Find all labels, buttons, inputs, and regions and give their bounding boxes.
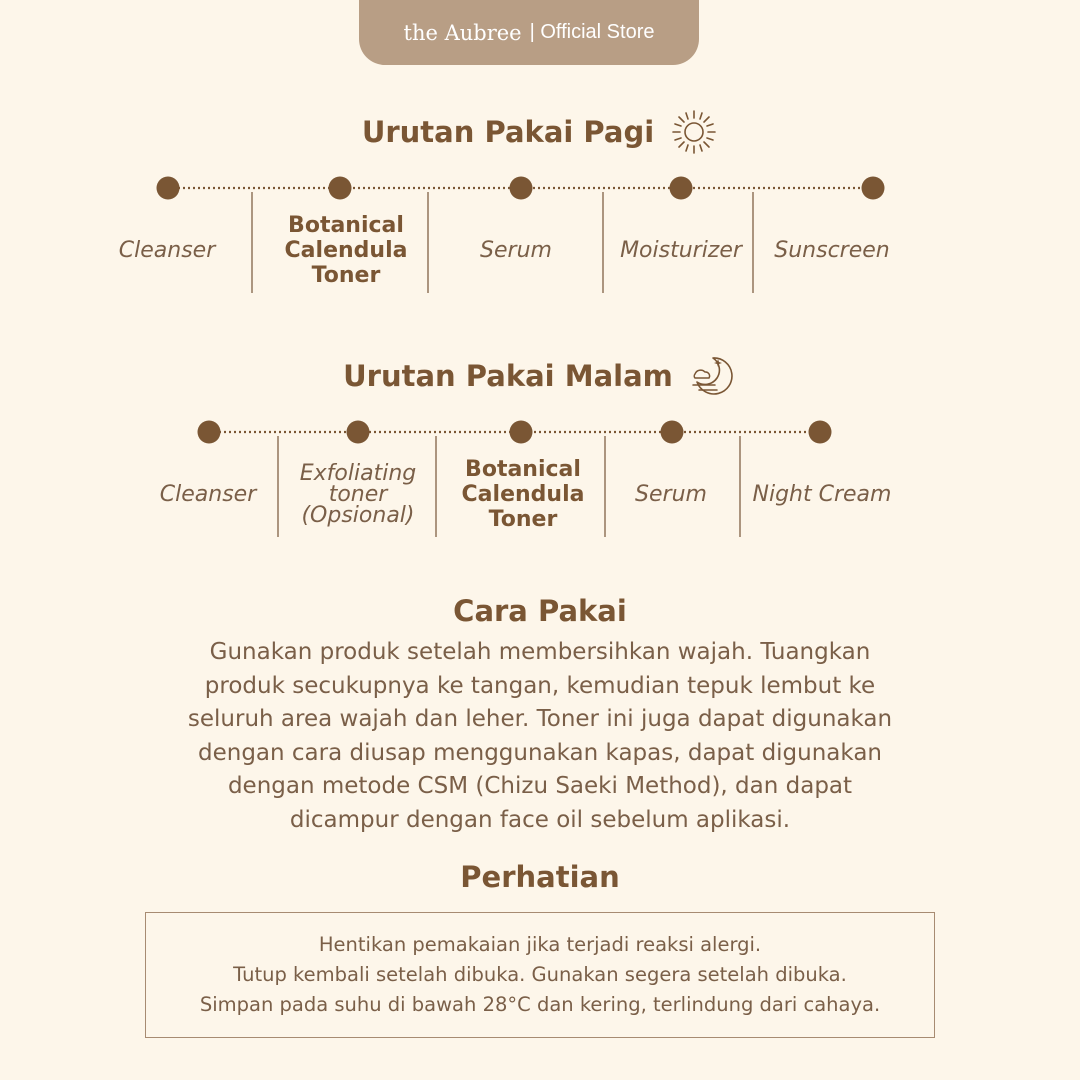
- brand-logo-text: the Aubree: [403, 20, 522, 45]
- night-step-label-line: Botanical: [465, 456, 581, 482]
- usage-title-row: [0, 594, 1080, 628]
- usage-line: seluruh area wajah dan leher. Toner ini juga dapat digunakan: [187, 706, 893, 732]
- usage-paragraph: [140, 636, 940, 837]
- sun-icon: [670, 108, 718, 156]
- night-step-label-2: [299, 460, 417, 528]
- night-step-label-3: [462, 457, 585, 532]
- caution-title-row: [0, 860, 1080, 894]
- morning-title: Urutan Pakai Pagi: [361, 115, 655, 149]
- store-header-tab: [359, 0, 699, 65]
- night-step-dot-4: [661, 421, 684, 444]
- morning-step-label-4: [620, 237, 742, 263]
- usage-line: dengan metode CSM (Chizu Saeki Method), dan dapat: [227, 773, 853, 799]
- night-step-dot-2: [347, 421, 370, 444]
- usage-line: produk secukupnya ke tangan, kemudian tepuk lembut ke: [204, 672, 876, 699]
- morning-step-dot-1: [157, 177, 180, 200]
- night-step-dot-5: [809, 421, 832, 444]
- morning-step-dot-3: [510, 177, 533, 200]
- night-step-label-line: Serum: [635, 481, 707, 507]
- night-step-label-1: [159, 481, 257, 507]
- caution-line: Tutup kembali setelah dibuka. Gunakan segera setelah dibuka.: [233, 963, 847, 986]
- morning-step-label-3: [480, 237, 552, 263]
- morning-step-label-line: Moisturizer: [620, 237, 742, 263]
- official-store-label: | Official Store: [529, 21, 655, 43]
- night-step-label-line: Exfoliating: [299, 460, 417, 486]
- morning-step-dot-4: [670, 177, 693, 200]
- morning-step-label-1: [118, 237, 216, 263]
- night-step-label-line: (Opsional): [301, 502, 415, 528]
- morning-step-label-2: [285, 213, 408, 288]
- morning-step-label-line: Cleanser: [118, 237, 216, 263]
- night-step-label-4: [635, 481, 707, 507]
- night-step-label-line: Toner: [488, 506, 558, 532]
- morning-title-row: [0, 108, 1080, 156]
- usage-line: Gunakan produk setelah membersihkan wajah. Tuangkan: [209, 639, 871, 665]
- usage-line: dicampur dengan face oil sebelum aplikasi.: [289, 806, 791, 833]
- night-step-dot-3: [510, 421, 533, 444]
- morning-step-label-5: [774, 237, 890, 263]
- moon-cloud-icon: [689, 352, 737, 400]
- night-step-label-line: Calendula: [461, 481, 585, 507]
- morning-step-label-line: Sunscreen: [774, 237, 890, 263]
- caution-line: Simpan pada suhu di bawah 28°C dan kering, terlindung dari cahaya.: [199, 993, 881, 1016]
- morning-step-label-line: Serum: [480, 237, 552, 263]
- usage-title: Cara Pakai: [453, 594, 627, 628]
- night-step-dot-1: [198, 421, 221, 444]
- night-step-label-line: toner: [328, 481, 388, 507]
- night-step-label-5: [752, 481, 892, 507]
- morning-step-dot-5: [862, 177, 885, 200]
- night-title-row: [0, 352, 1080, 400]
- caution-box: [145, 912, 935, 1038]
- night-step-label-line: Night Cream: [752, 481, 892, 507]
- caution-line: Hentikan pemakaian jika terjadi reaksi alergi.: [318, 933, 762, 956]
- morning-step-label-line: Botanical: [288, 212, 404, 238]
- usage-line: dengan cara diusap menggunakan kapas, dapat digunakan: [198, 739, 882, 766]
- caution-title: Perhatian: [460, 860, 620, 894]
- night-step-label-line: Cleanser: [159, 481, 257, 507]
- morning-step-label-line: Calendula: [284, 237, 408, 263]
- night-title: Urutan Pakai Malam: [343, 359, 673, 393]
- morning-step-dot-2: [329, 177, 352, 200]
- morning-step-label-line: Toner: [311, 262, 381, 288]
